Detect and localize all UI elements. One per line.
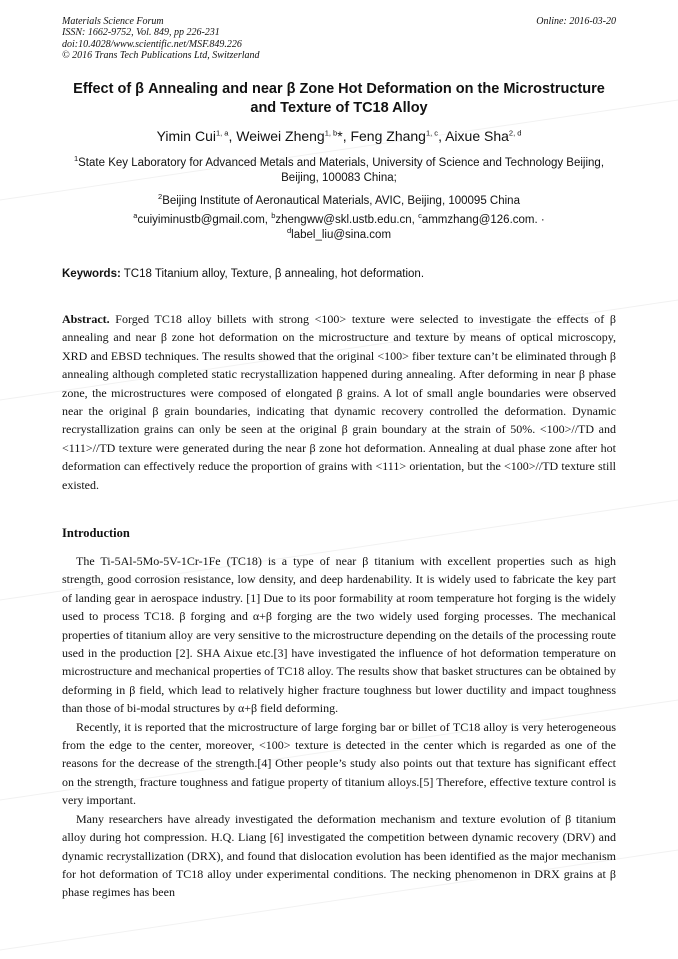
journal-name: Materials Science Forum [62,16,164,27]
author-name: Aixue Sha [445,128,509,144]
author-affiliation-mark: 2, d [508,128,522,138]
author-name: Feng Zhang [350,128,426,144]
keywords [62,268,616,280]
abstract-label: Abstract. [62,312,110,326]
email-mark: b [271,211,276,221]
abstract-text: Forged TC18 alloy billets with strong <100> texture were selected to investigate the effects of β annealing and near β zone hot deformation on the microstructure and texture by means of optical microscopy, XRD and EBSD techniques. The results showed that the original <100> fiber texture can’t be eliminated through β annealing although completed static recrystallization happened during annealing. After deforming in near β phase zone, the microstructures were composed of elongated β grains. A lot of small angle boundaries were observed near the original β grain boundaries, indicating that dynamic recovery controlled the deformation. Dynamic recrystallization grains can only be seen at the original β grain boundary at the strain of 50%. <100>//TD and <111>//TD texture were generated during the near β zone hot deformation. Annealing at dual phase zone after hot deformation can effectively reduce the proportion of grains with <111> orientation, but the <100>//TD texture still existed. [62,312,616,492]
email-mark: d [286,226,292,236]
journal-copyright: © 2016 Trans Tech Publications Ltd, Switzerland [62,50,260,62]
online-date: Online: 2016-03-20 [536,16,616,27]
affiliation-text: Beijing Institute of Aeronautical Materials, AVIC, Beijing, 100095 China [162,195,520,207]
paper-title: Effect of β Annealing and near β Zone Hot Deformation on the Microstructure and Texture of TC18 Alloy [73,81,605,116]
author-list: Yimin Cui$^{1, a}$, Weiwei Zheng$^{1, b}$*, Feng Zhang$^{1, c}$, Aixue Sha$^{2, d}$ [156,128,522,144]
email-mark: c [418,211,422,221]
journal-header [62,16,616,62]
journal-issn: ISSN: 1662-9752, Vol. 849, pp 226-231 [62,27,220,39]
abstract [62,310,616,494]
email-link[interactable]: label_liu@sina.com [291,229,392,241]
affiliation-mark: 1 [73,154,79,164]
email-link[interactable]: cuiyiminustb@gmail.com, [137,214,272,226]
affiliation-text: State Key Laboratory for Advanced Metals and Materials, University of Science and Technology Beijing, Beijing, 100083 China; [78,157,605,184]
author-name: Weiwei Zheng [236,128,325,144]
affiliation-2 [62,194,616,209]
author-name: Yimin Cui [156,128,216,144]
email-link[interactable]: zhengww@skl.ustb.edu.cn, [275,214,419,226]
paragraph: The Ti-5Al-5Mo-5V-1Cr-1Fe (TC18) is a type of near β titanium with excellent properties such as high strength, good corrosion resistance, low density, and deep hardenability. It is widely used to fabricate the key part of landing gear in aerospace industry. [1] Due to its poor formability at room temperature hot forging is the widely used to process TC18. β forging and α+β forging are the two widely used forging processes. The mechanical properties of titanium alloy are very sensitive to the microstructure depending on the details of the processing route used in the production [2]. SHA Aixue etc.[3] have investigated the influence of hot deformation temperature on microstructure and mechanical properties of TC18 alloy. The results show that basket structures can be obtained by deforming in β field, which lead to relatively higher fracture toughness but lower ductility and impact toughness than those of bi-modal structures by α+β field deforming. [62,554,616,716]
paragraph: Many researchers have already investigated the deformation mechanism and texture evolution of β titanium alloy during hot compression. H.Q. Liang [6] investigated the competition between dynamic recovery (DRV) and dynamic recrystallization (DRX), and found that dislocation evolution has been identified as the major mechanism for hot deformation of TC18 alloy under experimental conditions. The necking phenomenon in DRX grains at β phase regimes has been [62,811,616,900]
email-link[interactable]: ammzhang@126.com. · [421,214,545,226]
affiliation-1 [62,156,616,186]
paragraph: Recently, it is reported that the microstructure of large forging bar or billet of TC18 alloy is very heterogeneous from the edge to the center, moreover, <100> texture is detected in the center which is regarded as one of the reasons for the decrease of the strength.[4] Other people’s study also points out that texture has significant effect on the strength, fracture toughness and fatigue property of titanium alloys.[5] Therefore, effective texture control is very important. [62,719,616,808]
journal-doi: doi:10.4028/www.scientific.net/MSF.849.226 [62,38,242,50]
author-affiliation-mark: 1, c [425,128,439,138]
introduction-body [62,552,616,902]
email-list [62,213,616,243]
email-mark: a [133,211,138,221]
keywords-text: TC18 Titanium alloy, Texture, β annealing, hot deformation. [120,268,425,280]
affiliation-mark: 2 [158,192,163,202]
author-affiliation-mark: 1, b [324,128,338,138]
keywords-label: Keywords: [62,268,121,280]
section-heading-introduction: Introduction [62,526,130,540]
author-affiliation-mark: 1, a [215,128,229,138]
corresponding-author-mark: * [337,128,343,144]
